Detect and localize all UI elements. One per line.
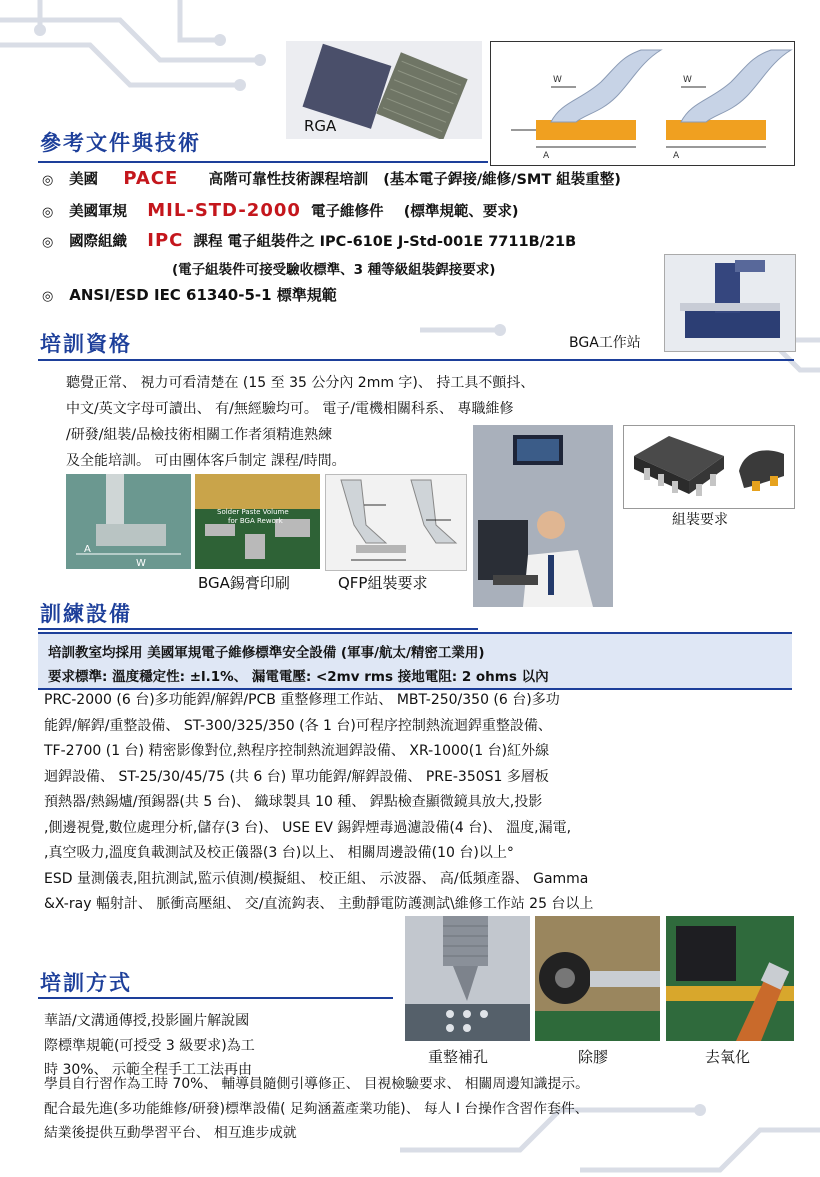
equipment-list — [44, 688, 593, 918]
bga-print-caption: BGA錫膏印刷 — [198, 574, 290, 592]
equipment-title: 訓練設備 — [40, 602, 132, 626]
method-line: 際標準規範(可授受 3 級要求)為工 — [44, 1037, 255, 1054]
svg-text:W: W — [683, 75, 692, 85]
bga-station-caption: BGA工作站 — [565, 330, 645, 354]
needle-graphic — [405, 916, 530, 1041]
bga-station-photo — [664, 254, 796, 352]
rework-hole-caption: 重整補孔 — [428, 1048, 489, 1066]
solder-lead-graphic — [491, 42, 794, 165]
bullet-icon: ◎ — [42, 235, 54, 250]
assembly-photo — [623, 425, 795, 509]
microscope-photo — [473, 425, 613, 607]
rga-caption: RGA — [304, 117, 337, 135]
reference-line-mil: ◎ 美國軍規 MIL-STD-2000 電子維修件 (標準規範、要求) — [42, 200, 519, 221]
glue-caption: 除膠 — [578, 1048, 609, 1066]
bullet-icon: ◎ — [42, 289, 54, 304]
equipment-line: PRC-2000 (6 台)多功能銲/解銲/PCB 重整修理工作站、 MBT-250/350 (6 台)多功 — [44, 692, 560, 708]
equipment-line: 迴銲設備、 ST-25/30/45/75 (共 6 台) 單功能銲/解銲設備、 PRE-350S1 多層板 — [44, 768, 549, 785]
equipment-line: ESD 量測儀表,阻抗測試,監示偵測/模擬組、 校正組、 示波器、 高/低頻產器、 Gamma — [44, 870, 589, 887]
bga-lead-photo — [66, 474, 191, 569]
method-line: 時 30%、 示範全程手工工法再由 — [44, 1062, 253, 1078]
qualification-line: /研發/組裝/品檢技術相關工作者須精進熟練 — [66, 427, 333, 443]
brush-graphic — [535, 916, 660, 1041]
svg-text:A: A — [673, 151, 680, 161]
equipment-rule — [38, 628, 478, 630]
equipment-line: TF-2700 (1 台) 精密影像對位,熱程序控制熱流迴銲設備、 XR-1000(1 台)紅外線 — [44, 743, 550, 759]
component-graphic — [624, 426, 794, 508]
qualification-title: 培訓資格 — [40, 332, 132, 356]
references-title: 參考文件與技術 — [40, 131, 201, 155]
qualification-line: 及全能培訓。 可由團体客戶制定 課程/時間。 — [66, 453, 346, 469]
deoxidize-photo — [666, 916, 794, 1041]
qfp-diagram — [325, 474, 467, 571]
pace-label: PACE — [123, 168, 179, 189]
method-title: 培訓方式 — [40, 971, 132, 995]
reference-line-ipc-note: (電子組裝件可接受驗收標準、3 種等級組裝銲接要求) — [172, 262, 496, 278]
operator-graphic — [473, 425, 613, 607]
qfp-lead-graphic — [326, 475, 466, 570]
svg-text:A: A — [84, 544, 91, 555]
banner-line-2: 要求標準: 溫度穩定性: ±l.1%、 漏電電壓: <2mv rms 接地電阻: 2 ohms 以內 — [48, 669, 549, 685]
qualification-rule — [38, 359, 794, 361]
rga-chips-photo — [286, 41, 482, 139]
reference-line-pace: ◎ 美國 PACE 高階可靠性技術課程培訓 (基本電子銲接/維修/SMT 組裝重整) — [42, 168, 621, 189]
svg-text:A: A — [543, 151, 550, 161]
qualification-line: 中文/英文字母可讀出、 有/無經驗均可。 電子/電機相關科系、 專職維修 — [66, 401, 514, 417]
qfp-caption: QFP組裝要求 — [338, 574, 428, 592]
equipment-line: &X-ray 輻射計、 脈衝高壓組、 交/直流鈎表、 主動靜電防護測試\維修工作站 25 台以上 — [44, 896, 594, 912]
equipment-line: 預熱器/熱錫爐/預錫器(共 5 台)、 織球製具 10 種、 銲點檢查顯微鏡具放大,投影 — [44, 794, 543, 810]
qualification-text — [66, 370, 534, 474]
equipment-line: ,真空吸力,溫度負載測試及校正儀器(3 台)以上、 相關周邊設備(10 台)以上° — [44, 845, 514, 861]
workstation-graphic — [665, 255, 795, 351]
oxide-caption: 去氧化 — [705, 1048, 751, 1066]
solder-paste-photo — [195, 474, 320, 569]
reference-line-ipc: ◎ 國際組織 IPC 課程 電子組裝件之 IPC-610E J-Std-001E 7711B/21B — [42, 230, 577, 251]
method-line: 華語/文溝通傳授,投影圖片解說國 — [44, 1013, 250, 1029]
references-rule — [38, 161, 488, 163]
assembly-caption: 組裝要求 — [672, 512, 728, 528]
reference-line-ansi: ◎ ANSI/ESD IEC 61340-5-1 標準規範 — [42, 286, 337, 304]
method-line: 學員自行習作為工時 70%、 輔導員隨側引導修正、 目視檢驗要求、 相關周邊知識提示。 — [44, 1076, 589, 1092]
svg-text:W: W — [553, 75, 562, 85]
ipc-label: IPC — [147, 230, 184, 251]
method-rule — [38, 997, 393, 999]
banner-line-1: 培訓教室均採用 美國軍規電子維修標準安全設備 (軍事/航太/精密工業用) — [48, 645, 485, 661]
bullet-icon: ◎ — [42, 205, 54, 220]
svg-text:W: W — [136, 558, 146, 569]
equipment-banner — [38, 632, 792, 690]
rework-hole-photo — [405, 916, 530, 1041]
glue-removal-photo — [535, 916, 660, 1041]
qualification-line: 聽覺正常、 視力可看清楚在 (15 至 35 公分內 2mm 字)、 持工具不顫抖、 — [66, 375, 535, 391]
mil-std-label: MIL-STD-2000 — [147, 200, 301, 221]
bullet-icon: ◎ — [42, 173, 54, 188]
lead-diagram — [490, 41, 795, 166]
equipment-line: 能銲/解銲/重整設備、 ST-300/325/350 (各 1 台)可程序控制熱流迴銲重整設備、 — [44, 717, 552, 734]
solder-paste-label-2: for BGA Rework — [228, 517, 283, 525]
method-line: 結業後提供互動學習平台、 相互進步成就 — [44, 1125, 297, 1141]
equipment-line: ,側邊視覺,數位處理分析,儲存(3 台)、 USE EV 錫銲煙毒過濾設備(4 台)、 溫度,漏電, — [44, 819, 572, 836]
lead-closeup-graphic — [66, 474, 191, 569]
method-long-text — [44, 1072, 589, 1146]
solder-paste-label-1: Solder Paste Volume — [217, 508, 289, 516]
pen-graphic — [666, 916, 794, 1041]
method-line: 配合最先進(多功能維修/研發)標準設備( 足夠涵蓋產業功能)、 每人 I 台操作含習作套件、 — [44, 1100, 589, 1117]
